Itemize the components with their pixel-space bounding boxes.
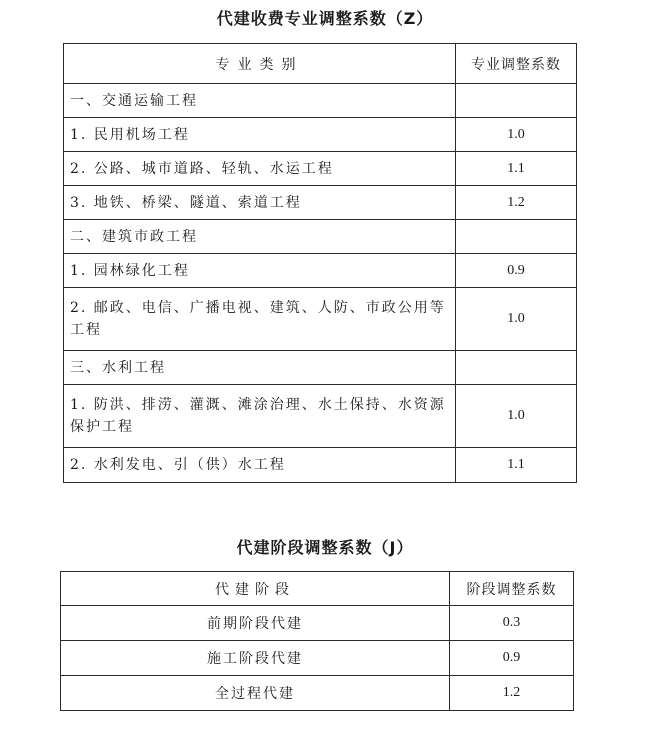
- column-header-category: 专业类别: [64, 44, 456, 84]
- coefficient-cell: 1.2: [456, 186, 577, 220]
- coefficient-cell: 1.2: [450, 676, 574, 711]
- table-z-title: 代建收费专业调整系数（Z）: [216, 9, 434, 28]
- category-cell: 1. 园林绿化工程: [64, 254, 456, 288]
- table-row: [64, 351, 577, 385]
- coefficient-cell: 1.1: [456, 152, 577, 186]
- phase-cell: 前期阶段代建: [61, 606, 450, 641]
- table-row: [64, 152, 577, 186]
- table-row: [64, 220, 577, 254]
- table-row: [61, 676, 574, 711]
- phase-cell: 全过程代建: [61, 676, 450, 711]
- table-header-row: [61, 572, 574, 606]
- coefficient-cell: [456, 84, 577, 118]
- category-cell: 2. 公路、城市道路、轻轨、水运工程: [64, 152, 456, 186]
- category-cell: 二、建筑市政工程: [64, 220, 456, 254]
- table-row: [64, 288, 577, 351]
- phase-cell: 施工阶段代建: [61, 641, 450, 676]
- coefficient-cell: [456, 220, 577, 254]
- specialty-coefficient-table: [63, 43, 577, 483]
- category-cell: 3. 地铁、桥梁、隧道、索道工程: [64, 186, 456, 220]
- category-cell: 1. 防洪、排涝、灌溉、滩涂治理、水土保持、水资源保护工程: [64, 385, 456, 448]
- category-cell: 2. 水利发电、引（供）水工程: [64, 448, 456, 483]
- table-row: [61, 641, 574, 676]
- category-cell: 一、交通运输工程: [64, 84, 456, 118]
- category-cell: 1. 民用机场工程: [64, 118, 456, 152]
- table-row: [64, 448, 577, 483]
- category-cell: 2. 邮政、电信、广播电视、建筑、人防、市政公用等工程: [64, 288, 456, 351]
- table-j-title: 代建阶段调整系数（J）: [236, 538, 414, 557]
- coefficient-cell: 1.0: [456, 118, 577, 152]
- coefficient-cell: 0.9: [450, 641, 574, 676]
- table-row: [64, 254, 577, 288]
- table-row: [61, 606, 574, 641]
- table-header-row: [64, 44, 577, 84]
- category-cell: 三、水利工程: [64, 351, 456, 385]
- table-row: [64, 84, 577, 118]
- coefficient-cell: 1.1: [456, 448, 577, 483]
- coefficient-cell: [456, 351, 577, 385]
- table-row: [64, 385, 577, 448]
- coefficient-cell: 0.3: [450, 606, 574, 641]
- phase-coefficient-table: [60, 571, 574, 711]
- column-header-phase-coefficient: 阶段调整系数: [450, 572, 574, 606]
- column-header-coefficient: 专业调整系数: [456, 44, 577, 84]
- column-header-phase: 代建阶段: [61, 572, 450, 606]
- table-row: [64, 118, 577, 152]
- coefficient-cell: 1.0: [456, 385, 577, 448]
- coefficient-cell: 1.0: [456, 288, 577, 351]
- coefficient-cell: 0.9: [456, 254, 577, 288]
- table-row: [64, 186, 577, 220]
